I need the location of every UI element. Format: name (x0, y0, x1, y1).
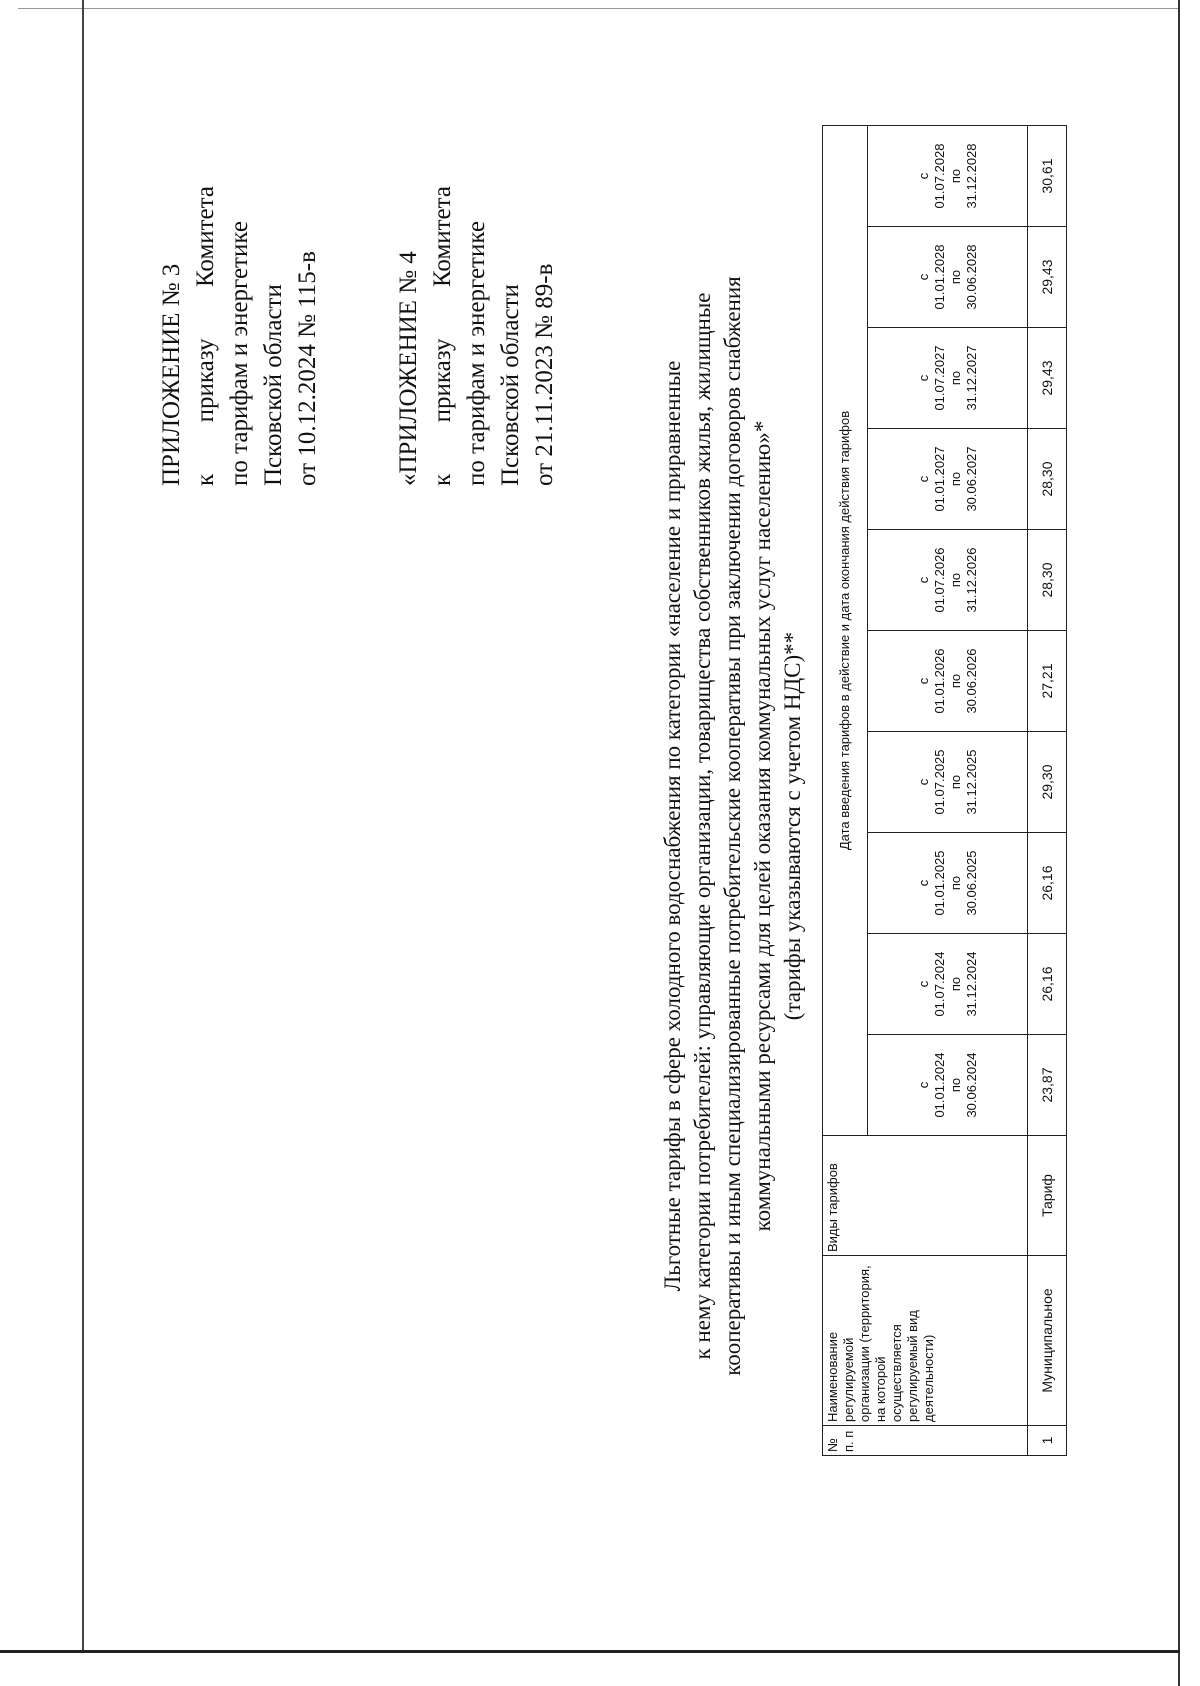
row-organization: Муниципальное (1028, 1256, 1067, 1426)
document-title (658, 116, 808, 1536)
period-header: с 01.01.2028 по 30.06.2028 (868, 227, 1028, 328)
row-number: 1 (1028, 1426, 1067, 1456)
appendix-4-line-4: Псковской области (497, 284, 524, 486)
tariff-value: 30,61 (1028, 126, 1067, 227)
appendix-3-word: приказу (192, 338, 219, 423)
appendix-4-line-3: по тарифам и энергетике (463, 221, 490, 486)
appendix-3-title: ПРИЛОЖЕНИЕ № 3 (158, 263, 185, 486)
tariff-value: 29,43 (1028, 328, 1067, 429)
period-header: с 01.01.2025 по 30.06.2025 (868, 833, 1028, 934)
tariff-value: 27,21 (1028, 631, 1067, 732)
appendix-4-word: к (429, 473, 456, 486)
appendix-3-header (155, 186, 325, 486)
tariff-value: 29,43 (1028, 227, 1067, 328)
title-line: коммунальными ресурсами для целей оказания коммунальных услуг населению»* (750, 420, 775, 1232)
tariff-value: 23,87 (1028, 1035, 1067, 1136)
tariff-value: 26,16 (1028, 833, 1067, 934)
period-header: с 01.07.2025 по 31.12.2025 (868, 732, 1028, 833)
appendix-3-line-2 (189, 186, 223, 486)
appendix-4-date: от 21.11.2023 № 89-в (531, 263, 558, 486)
period-header: с 01.07.2026 по 31.12.2026 (868, 530, 1028, 631)
tariff-value: 29,30 (1028, 732, 1067, 833)
appendix-4-word: Комитета (429, 186, 456, 288)
table-header-row-1 (823, 126, 868, 1456)
header-organization: Наименование регулируемой организации (территория, на которой осуществляется регулируемый вид деятельности) (823, 1256, 1028, 1426)
period-header: с 01.07.2028 по 31.12.2028 (868, 126, 1028, 227)
period-header: с 01.07.2024 по 31.12.2024 (868, 934, 1028, 1035)
title-line: кооперативы и иным специализированные потребительские кооперативы при заключении договоров снабжения (720, 276, 745, 1376)
tariff-table (822, 125, 1067, 1456)
appendix-4-header (392, 186, 562, 486)
header-dates-group: Дата введения тарифов в действие и дата окончания действия тарифов (823, 126, 868, 1136)
appendix-4-word: приказу (429, 338, 456, 423)
appendix-3-word: к (192, 473, 219, 486)
appendix-3-word: Комитета (192, 186, 219, 288)
tariff-value: 28,30 (1028, 429, 1067, 530)
appendix-3-line-4: Псковской области (260, 284, 287, 486)
header-tariff-kind: Виды тарифов (823, 1136, 1028, 1256)
row-tariff-kind: Тариф (1028, 1136, 1067, 1256)
appendix-3-line-3: по тарифам и энергетике (226, 221, 253, 486)
title-line: (тарифы указываются с учетом НДС)** (780, 631, 805, 1021)
period-header: с 01.07.2027 по 31.12.2027 (868, 328, 1028, 429)
tariff-value: 28,30 (1028, 530, 1067, 631)
period-header: с 01.01.2024 по 30.06.2024 (868, 1035, 1028, 1136)
appendix-4-line-2 (426, 186, 460, 486)
appendix-4-title: «ПРИЛОЖЕНИЕ № 4 (395, 251, 422, 486)
table-row (1028, 126, 1067, 1456)
appendix-3-date: от 10.12.2024 № 115-в (294, 251, 321, 486)
period-header: с 01.01.2027 по 30.06.2027 (868, 429, 1028, 530)
header-number: № п. п (823, 1426, 1028, 1456)
tariff-value: 26,16 (1028, 934, 1067, 1035)
period-header: с 01.01.2026 по 30.06.2026 (868, 631, 1028, 732)
title-line: к нему категории потребителей: управляющие организации, товарищества собственников жилья, жилищные (690, 292, 715, 1360)
title-line: Льготные тарифы в сфере холодного водоснабжения по категории «население и приравненные (660, 360, 685, 1292)
